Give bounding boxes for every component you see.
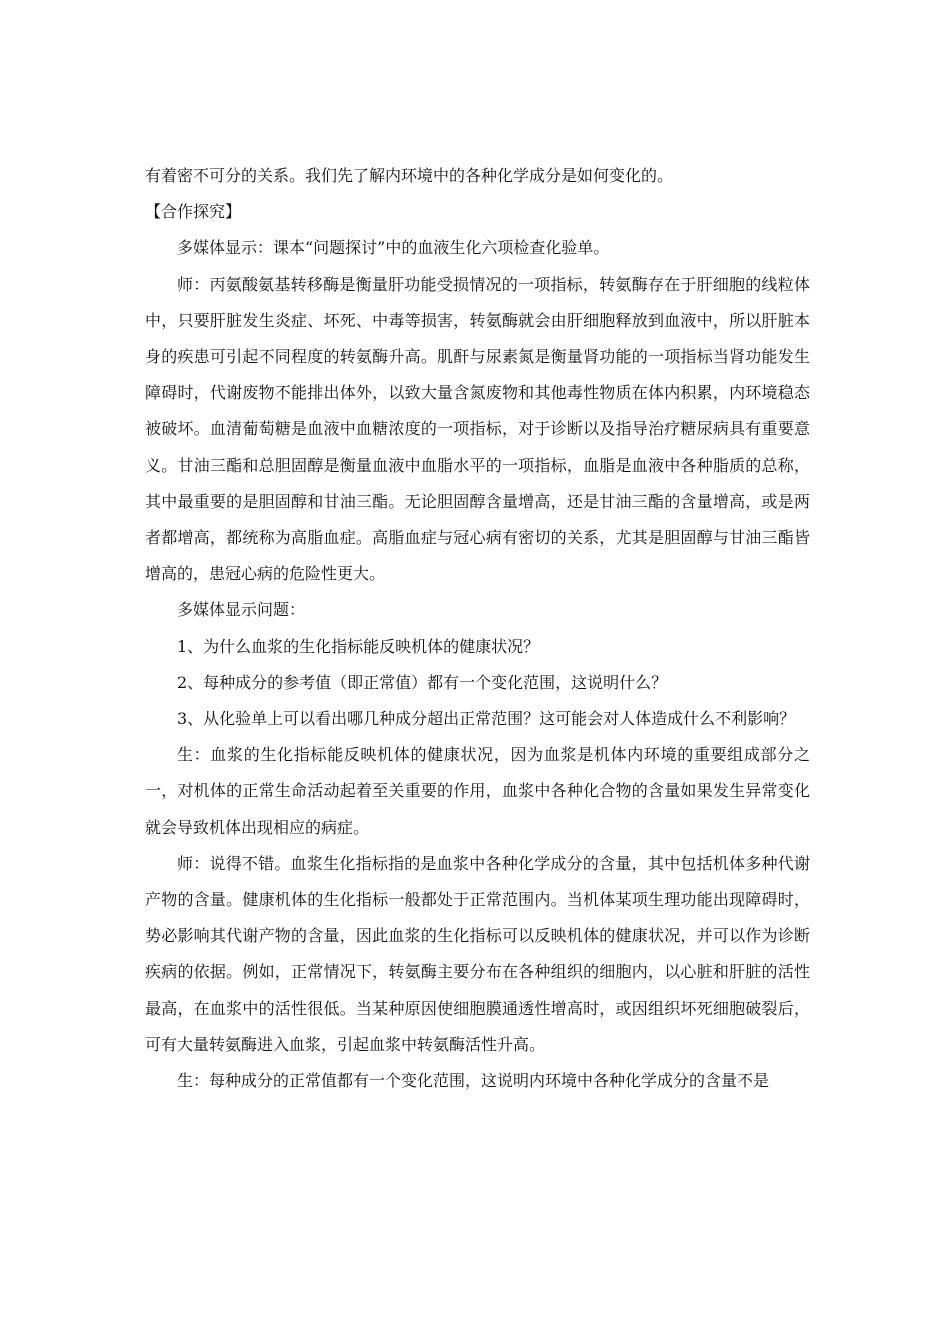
paragraph-student-answer-2: 生：每种成分的正常值都有一个变化范围，这说明内环境中各种化学成分的含量不是 [177,1071,770,1091]
paragraph-teacher-response: 师：说得不错。血浆生化指标指的是血浆中各种化学成分的含量，其中包括机体多种代谢产物的含量。健康机体的生化指标一般都处于正常范围内。当机体某项生理功能出现障碍时，势必影响其代谢产物的含量，因此血浆的生化指标可以反映机体的健康状况，并可以作为诊断疾病的依据。例如，正常情况下，转氨酶主要分布在各种组织的细胞内，以心脏和肝脏的活性最高，在血浆中的活性很低。当某种原因使细胞膜通透性增高时，或因组织坏死细胞破裂后，可有大量转氨酶进入血浆，引起血浆中转氨酶活性升高。 [145,853,810,1054]
section-heading-cooperative-inquiry: 【合作探究】 [145,202,242,222]
paragraph-continuation: 有着密不可分的关系。我们先了解内环境中的各种化学成分是如何变化的。 [145,166,674,185]
paragraph-student-answer-1: 生：血浆的生化指标能反映机体的健康状况，因为血浆是机体内环境的重要组成部分之一，对机体的正常生命活动起着至关重要的作用，血浆中各种化合物的含量如果发生异常变化就会导致机体出现相应的病症。 [145,745,810,837]
paragraph-multimedia-questions: 多媒体显示问题： [177,600,306,620]
question-item-1: 1、为什么血浆的生化指标能反映机体的健康状况？ [177,636,540,656]
document-body [145,158,810,1099]
question-item-3: 3、从化验单上可以看出哪几种成分超出正常范围？这可能会对人体造成什么不利影响？ [177,709,796,729]
paragraph-teacher-explanation: 师：丙氨酸氨基转移酶是衡量肝功能受损情况的一项指标，转氨酶存在于肝细胞的线粒体中，只要肝脏发生炎症、坏死、中毒等损害，转氨酶就会由肝细胞释放到血液中，所以肝脏本身的疾患可引起不同程度的转氨酶升高。肌酐与尿素氮是衡量肾功能的一项指标当肾功能发生障碍时，代谢废物不能排出体外，以致大量含氮废物和其他毒性物质在体内积累，内环境稳态被破坏。血清葡萄糖是血液中血糖浓度的一项指标，对于诊断以及指导治疗糖尿病具有重要意义。甘油三酯和总胆固醇是衡量血液中血脂水平的一项指标，血脂是血液中各种脂质的总称，其中最重要的是胆固醇和甘油三酯。无论胆固醇含量增高，还是甘油三酯的含量增高，或是两者都增高，都统称为高脂血症。高脂血症与冠心病有密切的关系，尤其是胆固醇与甘油三酯皆增高的，患冠心病的危险性更大。 [145,274,810,584]
paragraph-multimedia-display: 多媒体显示：课本“问题探讨”中的血液生化六项检查化验单。 [177,238,610,258]
question-item-2: 2、每种成分的参考值（即正常值）都有一个变化范围，这说明什么？ [177,672,668,692]
